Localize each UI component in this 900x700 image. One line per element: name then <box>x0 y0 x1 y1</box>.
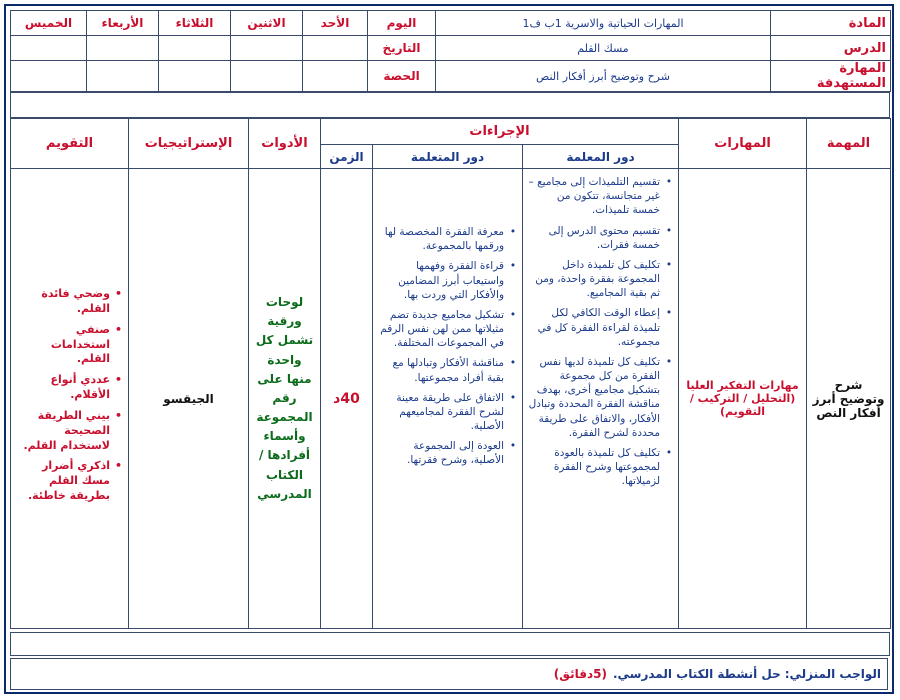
list-item: • صنفي استخدامات القلم. <box>15 323 110 368</box>
subject-value: المهارات الحياتية والاسرية 1ب ف1 <box>436 11 771 36</box>
evaluation-cell <box>11 169 129 629</box>
list-item: • عددي أنواع الأقلام. <box>15 373 110 403</box>
student-role-cell <box>373 169 523 629</box>
header-table <box>10 10 891 92</box>
list-item: • إعطاء الوقت الكافي لكل تلميذة لقراءة الفقرة كل في مجموعته. <box>527 306 660 349</box>
homework-label: الواجب المنزلي: <box>784 667 881 681</box>
main-table <box>10 118 891 629</box>
period-cell <box>231 61 303 92</box>
period-label: الحصة <box>368 61 436 92</box>
col-tools: الأدوات <box>249 119 321 169</box>
date-cell <box>231 36 303 61</box>
list-item: • العودة إلى المجموعة الأصلية، وشرح فقرتها. <box>377 439 504 467</box>
list-item: • تكليف كل تلميذة داخل المجموعة بفقرة واحدة، ومن ثم بقية المجاميع. <box>527 258 660 301</box>
homework-text: حل أنشطة الكتاب المدرسي. <box>612 667 781 681</box>
day-monday: الاثنين <box>231 11 303 36</box>
subject-label: المادة <box>771 11 891 36</box>
list-item: • الاتفاق على طريقة معينة لشرح الفقرة لمجاميعهم الأصلية. <box>377 391 504 434</box>
col-procedures: الإجراءات <box>321 119 679 145</box>
period-cell <box>87 61 159 92</box>
col-skills: المهارات <box>679 119 807 169</box>
day-wednesday: الأربعاء <box>87 11 159 36</box>
date-cell <box>11 36 87 61</box>
col-evaluation: التقويم <box>11 119 129 169</box>
list-item: • مناقشة الأفكار وتبادلها مع بقية أفراد مجموعتها. <box>377 356 504 384</box>
lesson-plan-page <box>4 4 894 694</box>
tools-cell: لوحات ورقية تشمل كل واحدة منها على رقم المجموعة وأسماء أفرادها / الكتاب المدرسي <box>249 169 321 629</box>
homework-time: (5دقائق) <box>553 667 607 681</box>
list-item: • وضحي فائدة القلم. <box>15 287 110 317</box>
day-tuesday: الثلاثاء <box>159 11 231 36</box>
list-item: • قراءة الفقرة وفهمها واستيعاب أبرز المضامين والأفكار التي وردت بها. <box>377 259 504 302</box>
homework-row <box>10 658 888 690</box>
list-item: • تقسيم محتوى الدرس إلى خمسة فقرات. <box>527 224 660 252</box>
list-item: • معرفة الفقرة المخصصة لها ورقمها بالمجموعة. <box>377 225 504 253</box>
target-skill-label: المهارة المستهدفة <box>771 61 891 92</box>
spacer-row <box>10 632 890 656</box>
list-item: • تشكيل مجاميع جديدة تضم مثيلاتها ممن لهن نفس الرقم في المجموعات المختلفة. <box>377 308 504 351</box>
teacher-role-list <box>527 175 674 488</box>
period-cell <box>303 61 368 92</box>
strategies-cell: الجيقسو <box>129 169 249 629</box>
date-label: التاريخ <box>368 36 436 61</box>
list-item: • تكليف كل تلميذة لديها نفس الفقرة من كل مجموعة بتشكيل مجاميع أخرى، بهدف مناقشة الفقرة المحددة وتبادل الأفكار، والاتفاق على طريقة محددة لشرح الفقرة. <box>527 355 660 440</box>
day-label: اليوم <box>368 11 436 36</box>
period-cell <box>11 61 87 92</box>
date-cell <box>159 36 231 61</box>
task-cell: شرح وتوضيح أبرز أفكار النص <box>807 169 891 629</box>
date-cell <box>87 36 159 61</box>
day-sunday: الأحد <box>303 11 368 36</box>
list-item: • تقسيم التلميذات إلى مجاميع – غير متجانسة، تتكون من خمسة تلميذات. <box>527 175 660 218</box>
teacher-role-cell <box>523 169 679 629</box>
col-strategies: الإستراتيجيات <box>129 119 249 169</box>
col-task: المهمة <box>807 119 891 169</box>
list-item: • تكليف كل تلميذة بالعودة لمجموعتها وشرح الفقرة لزميلاتها. <box>527 446 660 489</box>
lesson-value: مسك القلم <box>436 36 771 61</box>
col-time: الزمن <box>321 145 373 169</box>
period-cell <box>159 61 231 92</box>
time-cell: 40د <box>321 169 373 629</box>
spacer-row <box>10 92 890 118</box>
list-item: • اذكري أضرار مسك القلم بطريقة خاطئة. <box>15 459 110 504</box>
lesson-label: الدرس <box>771 36 891 61</box>
evaluation-list <box>15 287 124 504</box>
col-student-role: دور المتعلمة <box>373 145 523 169</box>
day-thursday: الخميس <box>11 11 87 36</box>
student-role-list <box>377 225 518 468</box>
target-skill-value: شرح وتوضيح أبرز أفكار النص <box>436 61 771 92</box>
date-cell <box>303 36 368 61</box>
skills-cell: مهارات التفكير العليا (التحليل / التركيب / التقويم) <box>679 169 807 629</box>
list-item: • بيني الطريقة الصحيحة لاستخدام القلم. <box>15 409 110 454</box>
col-teacher-role: دور المعلمة <box>523 145 679 169</box>
